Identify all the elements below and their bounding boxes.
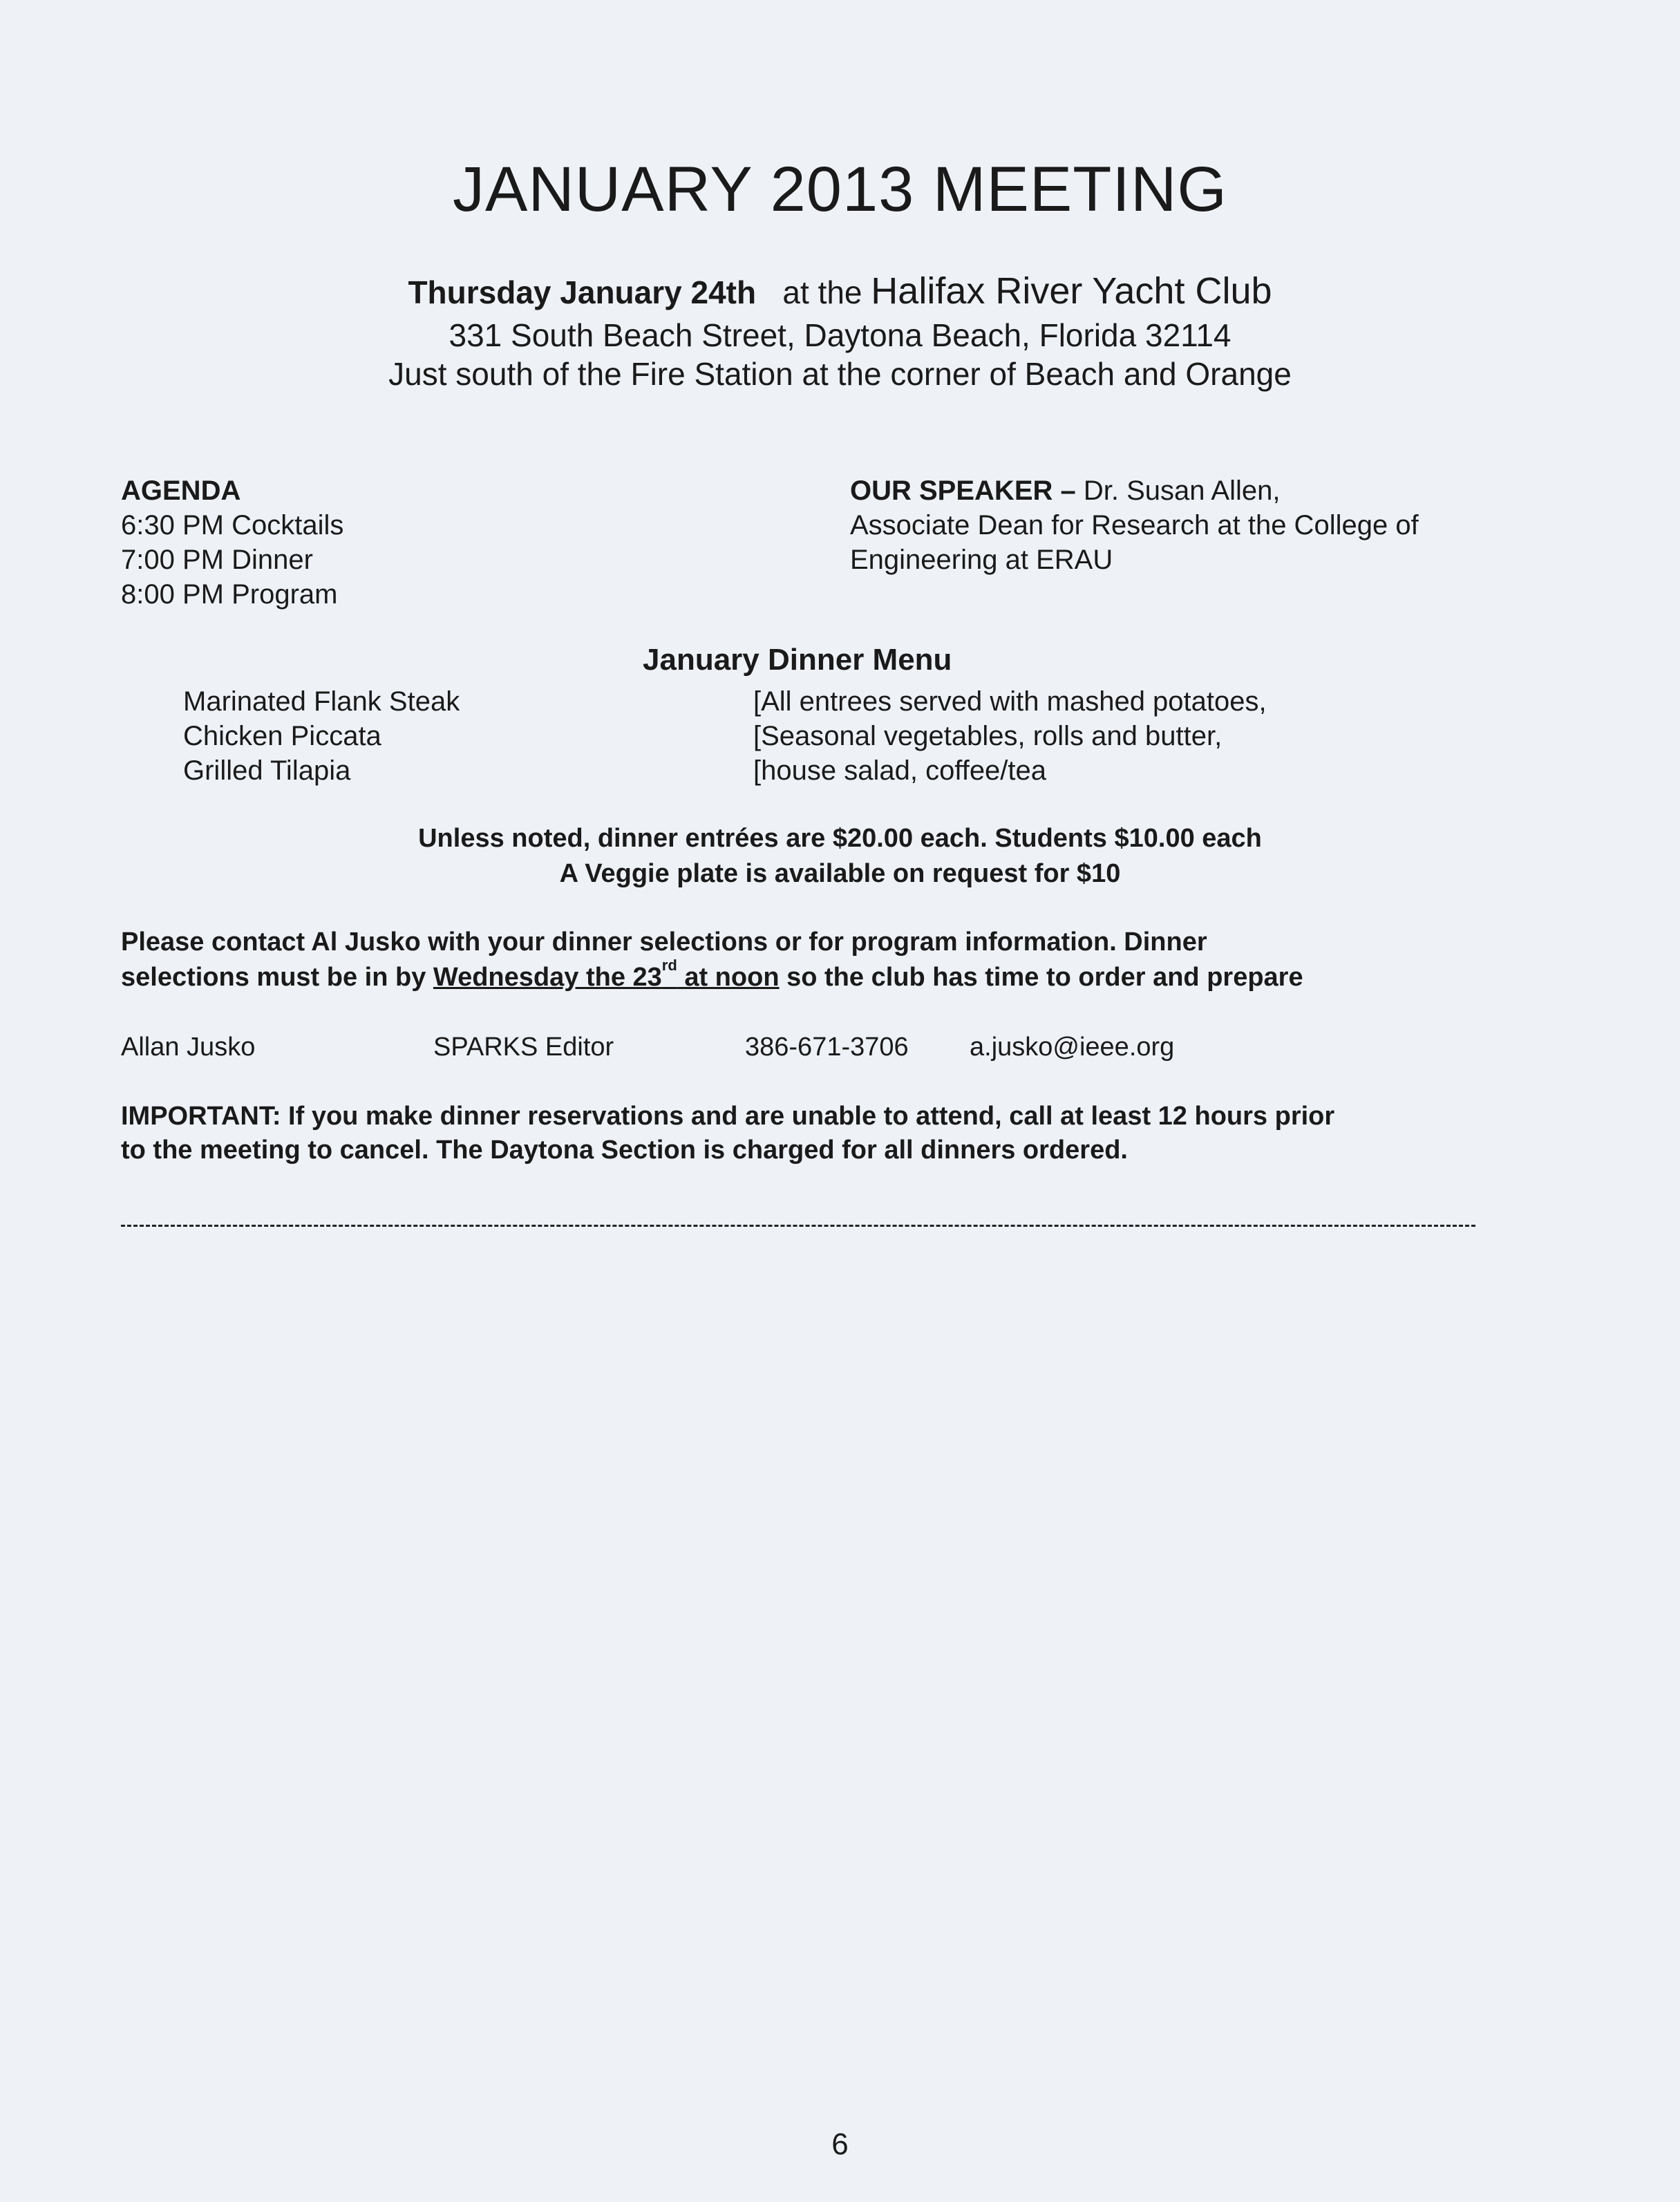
deadline-post: so the club has time to order and prepare [779,963,1303,992]
agenda-item: 8:00 PM Program [121,579,338,610]
pricing-line: Unless noted, dinner entrées are $20.00 each. Students $10.00 each [418,824,1262,853]
speaker-name: Dr. Susan Allen, [1083,476,1281,506]
veggie-line: A Veggie plate is available on request for $10 [559,859,1121,888]
menu-side: [All entrees served with mashed potatoes, [753,686,1267,717]
contact-instructions: Please contact Al Jusko with your dinner selections or for program information. Dinner [121,928,1207,957]
page-number: 6 [831,2127,849,2161]
agenda-item: 6:30 PM Cocktails [121,510,344,540]
contact-deadline [121,957,1303,992]
menu-side: [Seasonal vegetables, rolls and butter, [753,721,1223,751]
speaker-title: Associate Dean for Research at the College of [850,510,1419,540]
contact-name: Allan Jusko [121,1033,256,1062]
contact-role: SPARKS Editor [433,1033,614,1062]
deadline-date [433,957,780,992]
menu-entree: Marinated Flank Steak [183,686,460,717]
dashed-divider [121,1225,1475,1227]
meeting-address: 331 South Beach Street, Daytona Beach, Florida 32114 [449,317,1231,353]
deadline-pre: selections must be in by [121,963,433,992]
at-the-text: at the [782,274,862,310]
contact-phone: 386-671-3706 [745,1033,909,1062]
speaker-line [850,476,1280,507]
important-notice-cont: to the meeting to cancel. The Daytona Section is charged for all dinners ordered. [121,1136,1128,1165]
meeting-date-venue [0,270,1680,312]
important-notice: IMPORTANT: If you make dinner reservations and are unable to attend, call at least 12 hours prior [121,1102,1335,1131]
meeting-directions: Just south of the Fire Station at the corner of Beach and Orange [388,356,1292,392]
meeting-venue: Halifax River Yacht Club [871,270,1272,312]
page-title: JANUARY 2013 MEETING [453,154,1227,225]
agenda-heading: AGENDA [121,476,241,506]
deadline-time: at noon [677,963,780,992]
agenda-item: 7:00 PM Dinner [121,545,313,575]
meeting-date: Thursday January 24th [408,274,757,310]
menu-side: [house salad, coffee/tea [753,755,1047,786]
menu-heading: January Dinner Menu [643,643,952,677]
speaker-affiliation: Engineering at ERAU [850,545,1113,575]
menu-entree: Grilled Tilapia [183,755,351,786]
deadline-day: Wednesday the 23 [433,963,662,992]
contact-email: a.jusko@ieee.org [970,1033,1175,1062]
menu-entree: Chicken Piccata [183,721,381,751]
deadline-ordinal: rd [661,957,677,974]
speaker-label: OUR SPEAKER – [850,476,1076,506]
